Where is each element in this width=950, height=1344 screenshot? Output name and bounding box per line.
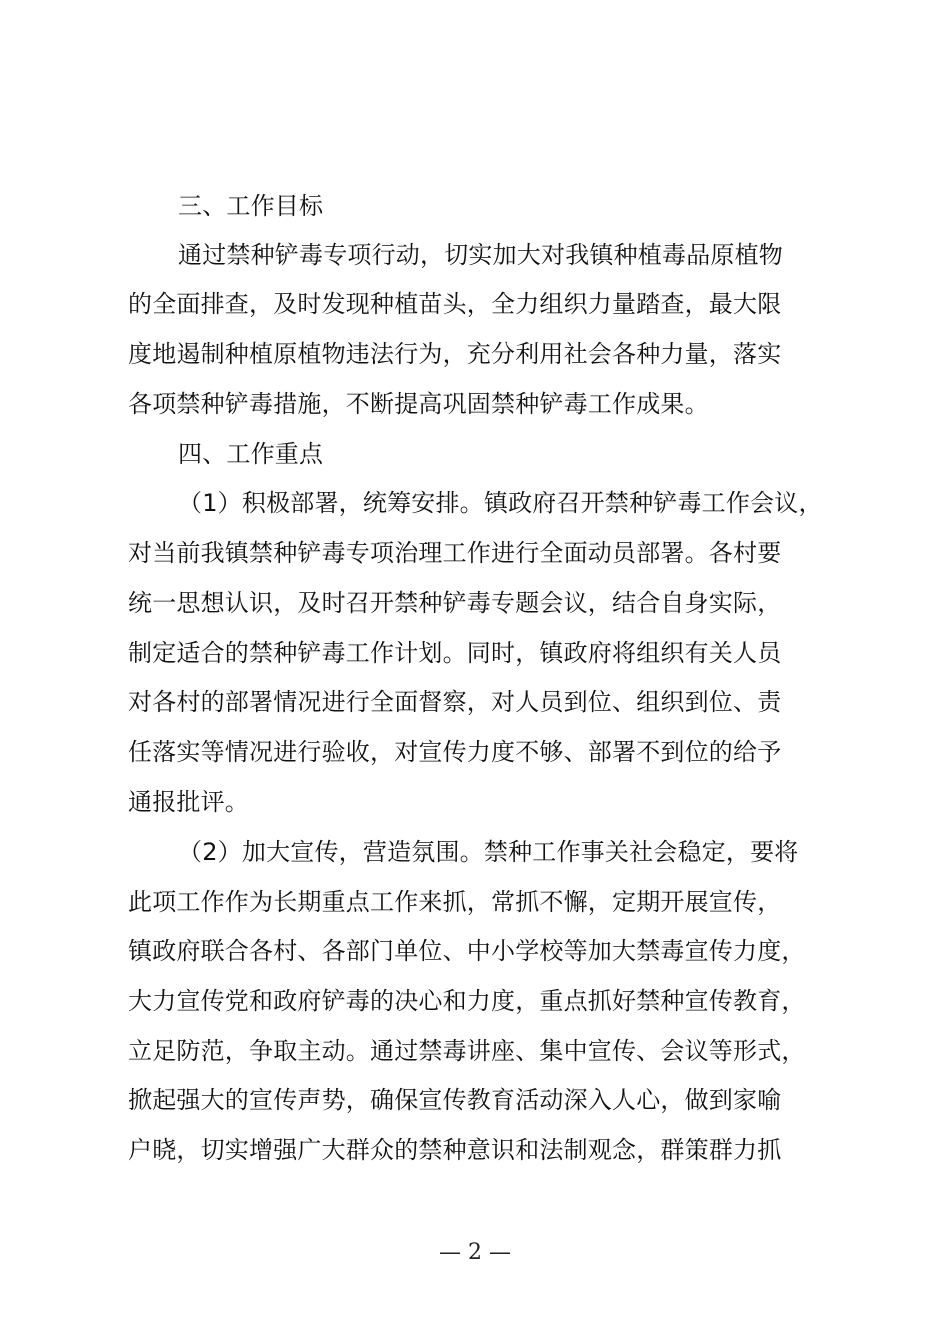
paragraph-line: （2）加大宣传，营造氛围。禁种工作事关社会稳定，要将 (178, 838, 799, 866)
paragraph-line: 的全面排查，及时发现种植苗头，全力组织力量踏查，最大限 (128, 290, 782, 318)
paragraph-line: 此项工作作为长期重点工作来抓，常抓不懈，定期开展宣传， (128, 888, 782, 916)
paragraph-line: 各项禁种铲毒措施，不断提高巩固禁种铲毒工作成果。 (128, 390, 709, 418)
paragraph-line: 任落实等情况进行验收，对宣传力度不够、部署不到位的给予 (128, 738, 782, 766)
page-number: — 2 — (439, 1240, 511, 1265)
paragraph-line: 户晓，切实增强广大群众的禁种意识和法制观念，群策群力抓 (128, 1136, 782, 1164)
paragraph-line: 统一思想认识，及时召开禁种铲毒专题会议，结合自身实际， (128, 589, 782, 617)
paragraph-line: 通过禁种铲毒专项行动，切实加大对我镇种植毒品原植物 (178, 241, 783, 269)
paragraph-line: 度地遏制种植原植物违法行为，充分利用社会各种力量，落实 (128, 340, 782, 368)
paragraph-line: 制定适合的禁种铲毒工作计划。同时，镇政府将组织有关人员 (128, 639, 782, 667)
paragraph-line: 通报批评。 (128, 788, 249, 816)
paragraph-line: 镇政府联合各村、各部门单位、中小学校等加大禁毒宣传力度， (128, 937, 806, 965)
paragraph-line: 大力宣传党和政府铲毒的决心和力度，重点抓好禁种宣传教育， (128, 987, 806, 1015)
paragraph-line: （1）积极部署，统筹安排。镇政府召开禁种铲毒工作会议， (178, 489, 823, 517)
paragraph-line: 掀起强大的宣传声势，确保宣传教育活动深入人心，做到家喻 (128, 1086, 782, 1114)
paragraph-line: 立足防范，争取主动。通过禁毒讲座、集中宣传、会议等形式， (128, 1037, 806, 1065)
paragraph-line: 对当前我镇禁种铲毒专项治理工作进行全面动员部署。各村要 (128, 539, 782, 567)
section-heading-goals: 三、工作目标 (178, 192, 324, 220)
paragraph-line: 对各村的部署情况进行全面督察，对人员到位、组织到位、责 (128, 688, 782, 716)
section-heading-focus: 四、工作重点 (178, 440, 324, 468)
